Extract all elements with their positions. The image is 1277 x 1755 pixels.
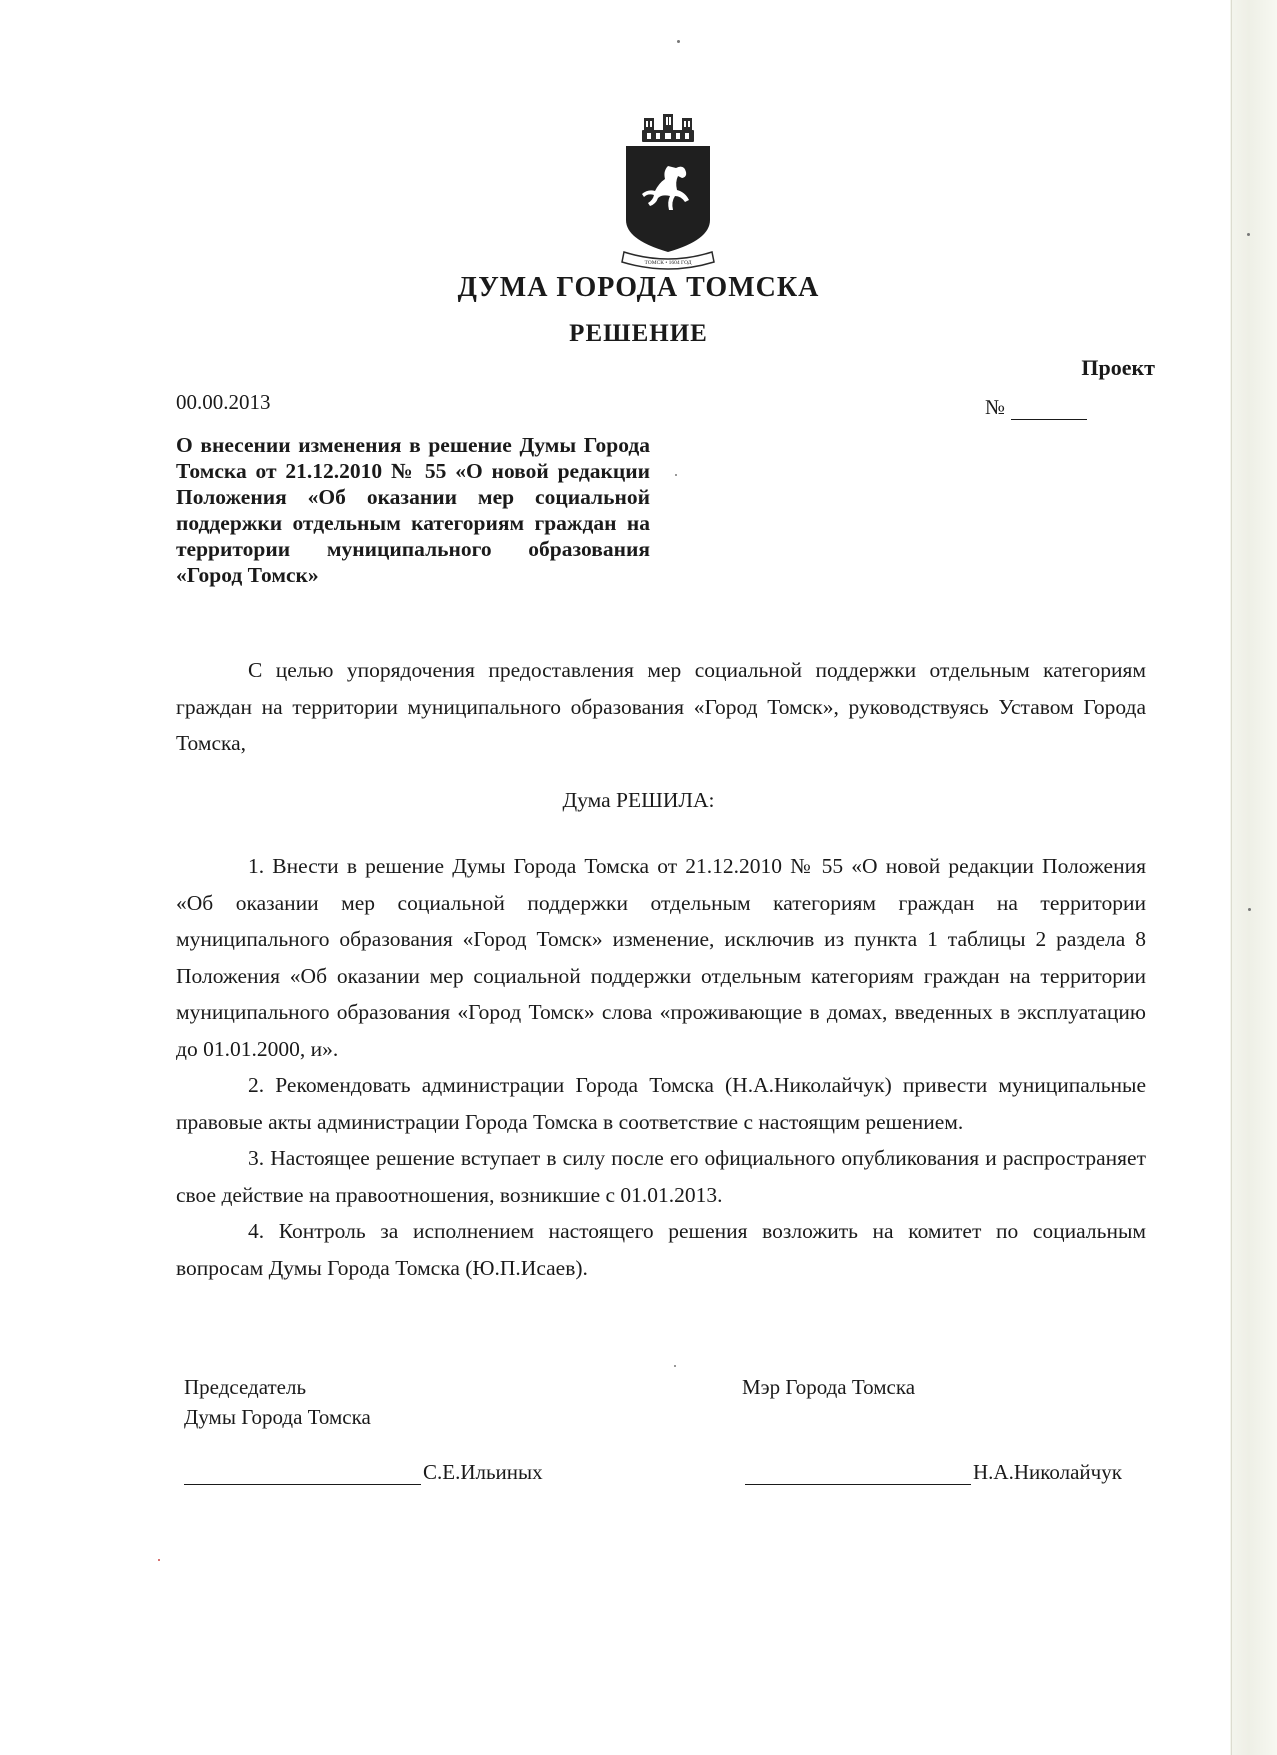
- chairman-title-line1: Председатель: [184, 1375, 307, 1399]
- document-subject: О внесении изменения в решение Думы Города Томска от 21.12.2010 № 55 «О новой редакции Положения «Об оказании мер социальной поддержки отдельным категориям граждан на территории муниципального образования «Город Томск»: [176, 433, 650, 587]
- scan-edge-shadow: [1230, 0, 1277, 1755]
- resolution-item: 1. Внести в решение Думы Города Томска от 21.12.2010 № 55 «О новой редакции Положения «Об оказании мер социальной поддержки отдельным категориям граждан на территории муниципального образования «Город Томск» изменение, исключив из пункта 1 таблицы 2 раздела 8 Положения «Об оказании мер социальной поддержки отдельным категориям граждан на территории муниципального образования «Город Томск» слова «проживающие в домах, введенных в эксплуатацию до 01.01.2000, и».: [176, 854, 1146, 1061]
- chairman-signature-line: [184, 1460, 543, 1485]
- resolution-item: 2. Рекомендовать администрации Города Томска (Н.А.Николайчук) привести муниципальные правовые акты администрации Города Томска в соответствие с настоящим решением.: [176, 1073, 1146, 1134]
- signature-underline: [184, 1462, 421, 1485]
- resolve-heading: Дума РЕШИЛА:: [562, 788, 715, 812]
- intro-text: С целью упорядочения предоставления мер социальной поддержки отдельным категориям граждан на территории муниципального образования «Город Томск», руководствуясь Уставом Города Томска,: [176, 658, 1146, 755]
- scan-speck: [1248, 908, 1251, 911]
- document-type: РЕШЕНИЕ: [569, 320, 708, 347]
- signature-underline: [745, 1462, 971, 1485]
- resolution-items: [176, 848, 1146, 1286]
- mayor-title: Мэр Города Томска: [742, 1375, 916, 1399]
- mayor-name: Н.А.Николайчук: [973, 1460, 1122, 1484]
- number-label: №: [985, 395, 1006, 419]
- intro-paragraph: [176, 652, 1146, 762]
- document-number: [985, 395, 1087, 420]
- mayor-signature-line: [745, 1460, 1122, 1485]
- chairman-name: С.Е.Ильиных: [423, 1460, 543, 1484]
- tomsk-coat-of-arms-icon: [618, 112, 718, 274]
- chairman-title-line2: Думы Города Томска: [184, 1405, 371, 1429]
- scan-speck: [675, 474, 677, 476]
- scan-speck: [674, 1365, 676, 1367]
- resolution-item: 3. Настоящее решение вступает в силу после его официального опубликования и распространяет свое действие на правоотношения, возникшие с 01.01.2013.: [176, 1146, 1146, 1207]
- number-blank: [1011, 399, 1087, 420]
- status-label: Проект: [1081, 355, 1155, 380]
- resolution-item: 4. Контроль за исполнением настоящего решения возложить на комитет по социальным вопросам Думы Города Томска (Ю.П.Исаев).: [176, 1219, 1146, 1280]
- signature-block-mayor: [742, 1372, 915, 1402]
- signature-block-chairman: [184, 1372, 371, 1432]
- scan-edge-line: [1231, 0, 1232, 1755]
- svg-text:ТОМСК • 1604 ГОД: ТОМСК • 1604 ГОД: [644, 260, 692, 266]
- document-date: 00.00.2013: [176, 390, 271, 414]
- scan-speck: [677, 40, 680, 43]
- page-title: ДУМА ГОРОДА ТОМСКА: [457, 272, 820, 303]
- scan-speck: [1247, 233, 1250, 236]
- scan-speck: [158, 1559, 160, 1561]
